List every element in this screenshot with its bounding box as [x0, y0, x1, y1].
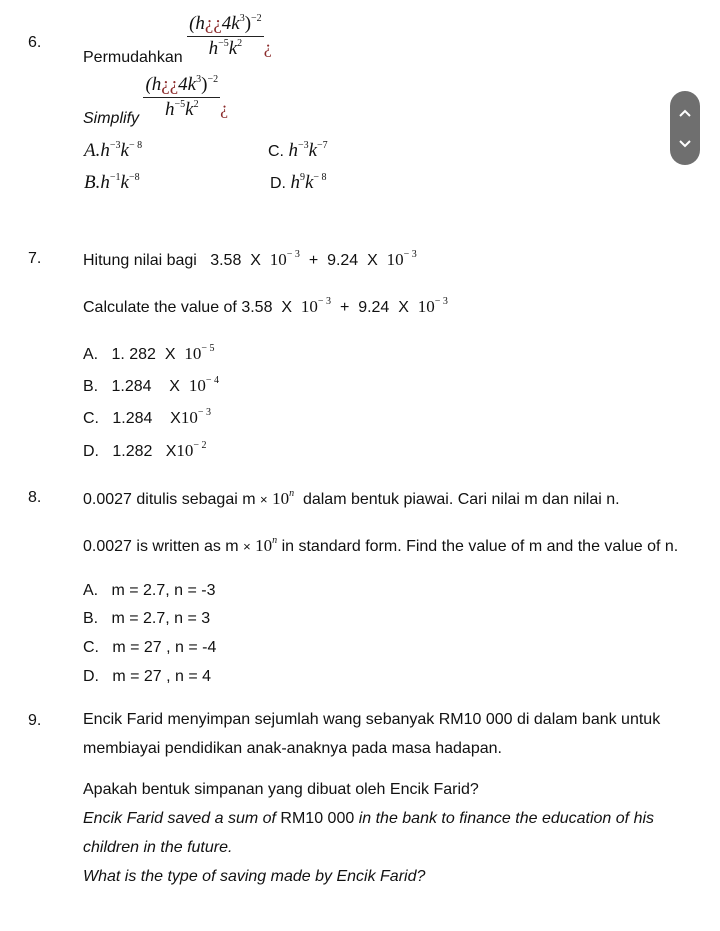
q8-option-a[interactable]: A. m = 2.7, n = -3: [83, 582, 216, 599]
q8-prompt-en: 0.0027 is written as m × 10$^n$ in standard form. Find the value of m and the value of n.: [83, 535, 679, 555]
scroll-down-button[interactable]: [670, 125, 700, 162]
q6-option-a[interactable]: $A.h^{-3}k^{- 8}$: [84, 140, 143, 161]
q6-prompt-en-text: Simplify: [83, 109, 140, 127]
q9-statement-en: Encik Farid saved a sum of RM10 000 in the bank to finance the education of his children in the future.: [83, 810, 655, 856]
fraction-numerator: $(h¿¿4k^3)^{-2}$: [187, 13, 264, 37]
q6-prompt-ms-text: Permudahkan: [83, 48, 183, 66]
q7-option-a[interactable]: A. 1. 282 X $10^{- 5}$: [83, 343, 215, 363]
q6-prompt-ms: [83, 13, 272, 66]
question-number-7: 7.: [28, 250, 42, 267]
q7-option-d[interactable]: D. 1.282 $X10^{- 2}$: [83, 440, 207, 460]
q6-tail-glyph: ¿: [263, 36, 272, 57]
question-number-9: 9.: [28, 712, 42, 729]
fraction-numerator: $(h¿¿4k^3)^{-2}$: [143, 74, 220, 98]
q7-option-c[interactable]: C. 1.284 $X10^{- 3}$: [83, 407, 211, 427]
q8-option-b[interactable]: B. m = 2.7, n = 3: [83, 610, 211, 627]
q7-prompt-ms: Hitung nilai bagi 3.58 X $10^{- 3} + 9.24$ X $10^{- 3}$: [83, 249, 417, 269]
q8-prompt-ms: 0.0027 ditulis sebagai m × 10$^n$ dalam bentuk piawai. Cari nilai m dan nilai n.: [83, 488, 620, 508]
q6-prompt-en: [83, 74, 229, 127]
q8-option-d[interactable]: D. m = 27 , n = 4: [83, 668, 212, 685]
fraction-denominator: $h^{-5}k^2$: [164, 99, 199, 120]
q9-question-ms: Apakah bentuk simpanan yang dibuat oleh Encik Farid?: [83, 781, 479, 798]
q7-prompt-en: Calculate the value of 3.58 X $10^{- 3} + 9.24$ X $10^{- 3}$: [83, 296, 448, 316]
q6-fraction-en: [143, 74, 220, 121]
fraction-denominator: $h^{-5}k^2$: [208, 38, 243, 59]
question-number-8: 8.: [28, 489, 42, 506]
q6-option-b[interactable]: $B.h^{-1}k^{-8}$: [84, 172, 140, 193]
q6-option-d[interactable]: D. $h^9k^{- 8}$: [270, 172, 327, 193]
q6-fraction-ms: [187, 13, 264, 60]
q9-question-en: What is the type of saving made by Encik Farid?: [83, 868, 426, 885]
chevron-up-icon: [678, 108, 692, 118]
scroll-widget[interactable]: [670, 91, 700, 165]
question-number-6: 6.: [28, 34, 42, 51]
q6-tail-glyph: ¿: [220, 97, 229, 118]
q6-option-c[interactable]: C. $h^{-3}k^{-7}$: [268, 140, 328, 161]
q9-statement-ms: Encik Farid menyimpan sejumlah wang sebanyak RM10 000 di dalam bank untuk membiayai pendidikan anak-anaknya pada masa hadapan.: [83, 711, 661, 757]
q7-option-b[interactable]: B. 1.284 X $10^{- 4}$: [83, 375, 219, 395]
chevron-down-icon: [678, 139, 692, 149]
q8-option-c[interactable]: C. m = 27 , n = -4: [83, 639, 217, 656]
